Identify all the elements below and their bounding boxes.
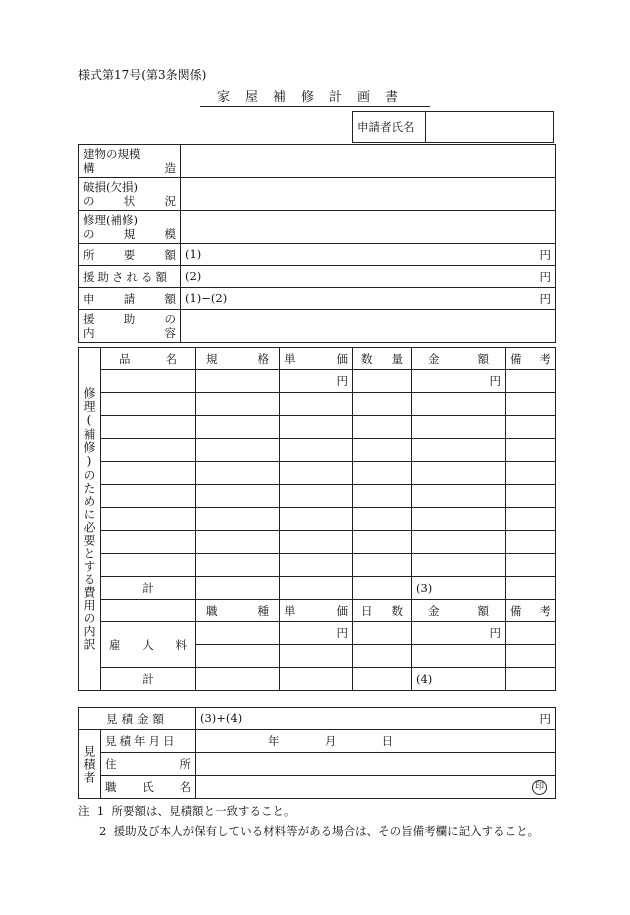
col-remarks: 備 考 [506, 348, 556, 370]
applicant-box [352, 111, 554, 143]
aid-content-label: 援 助 の 内 容 [79, 310, 181, 343]
aid-content-field[interactable] [181, 310, 556, 343]
repair-scale-field[interactable] [181, 211, 556, 244]
labor-label: 雇 人 料 [101, 622, 196, 668]
table-row[interactable] [79, 439, 556, 462]
building-info-table [78, 144, 556, 343]
applied-amount-field[interactable]: (1)−(2) 円 [181, 288, 556, 310]
repair-scale-label: 修理(補修) の 規 模 [79, 211, 181, 244]
form-title: 家屋補修計画書 [200, 86, 430, 107]
estimator-address-field[interactable] [196, 753, 556, 776]
aided-amount-field[interactable]: (2) 円 [181, 266, 556, 288]
estimator-name-label: 職 氏 名 [101, 776, 196, 799]
table-row[interactable] [79, 462, 556, 485]
form-number: 様式第17号(第3条関係) [78, 68, 207, 82]
col-spec: 規 格 [196, 348, 280, 370]
labor-row[interactable]: 雇 人 料 円 円 [79, 622, 556, 645]
damage-field[interactable] [181, 178, 556, 211]
note-2: 2 援助及び本人が保有している材料等がある場合は、その旨備考欄に記入すること。 [99, 824, 540, 838]
col-unit-price: 単 価 [280, 348, 353, 370]
table-row[interactable] [79, 508, 556, 531]
cost-breakdown-table [78, 347, 556, 691]
col-amount: 金 額 [412, 348, 506, 370]
applicant-name-field[interactable] [426, 112, 554, 143]
estimate-date-field[interactable]: 年 月 日 [196, 730, 556, 753]
aided-amount-label: 援助される額 [79, 266, 181, 288]
estimator-side-label: 見積者 [79, 730, 101, 799]
estimate-table [78, 707, 556, 799]
labor-header-row: 職 種 単 価 日 数 金 額 備 考 [79, 600, 556, 622]
table-row[interactable]: 円 円 [79, 370, 556, 393]
applicant-label: 申請者氏名 [353, 112, 426, 143]
breakdown-side-label: 修理(補修)のために必要とする費用の内訳 [79, 348, 101, 691]
notes [78, 801, 539, 841]
table-row[interactable] [79, 485, 556, 508]
table-row[interactable] [79, 393, 556, 416]
col-quantity: 数 量 [353, 348, 412, 370]
required-amount-label: 所 要 額 [79, 244, 181, 266]
building-scale-label: 建物の規模 構 造 [79, 145, 181, 178]
materials-total-row[interactable]: 計 (3) [79, 577, 556, 600]
table-row[interactable] [79, 554, 556, 577]
building-scale-field[interactable] [181, 145, 556, 178]
damage-label: 破損(欠損) の 状 況 [79, 178, 181, 211]
estimator-name-field[interactable] [196, 776, 556, 799]
col-item: 品 名 [101, 348, 196, 370]
estimate-amount-field[interactable]: (3)+(4) 円 [196, 708, 556, 730]
note-1: 注 1 所要額は、見積額と一致すること。 [78, 804, 296, 818]
table-row[interactable] [79, 416, 556, 439]
estimate-date-label: 見積年月日 [101, 730, 196, 753]
estimate-amount-label: 見積金額 [79, 708, 196, 730]
table-row[interactable] [79, 531, 556, 554]
labor-total-row[interactable]: 計 (4) [79, 668, 556, 691]
seal-icon: 印 [532, 780, 547, 795]
required-amount-field[interactable]: (1) 円 [181, 244, 556, 266]
estimator-address-label: 住 所 [101, 753, 196, 776]
applied-amount-label: 申 請 額 [79, 288, 181, 310]
